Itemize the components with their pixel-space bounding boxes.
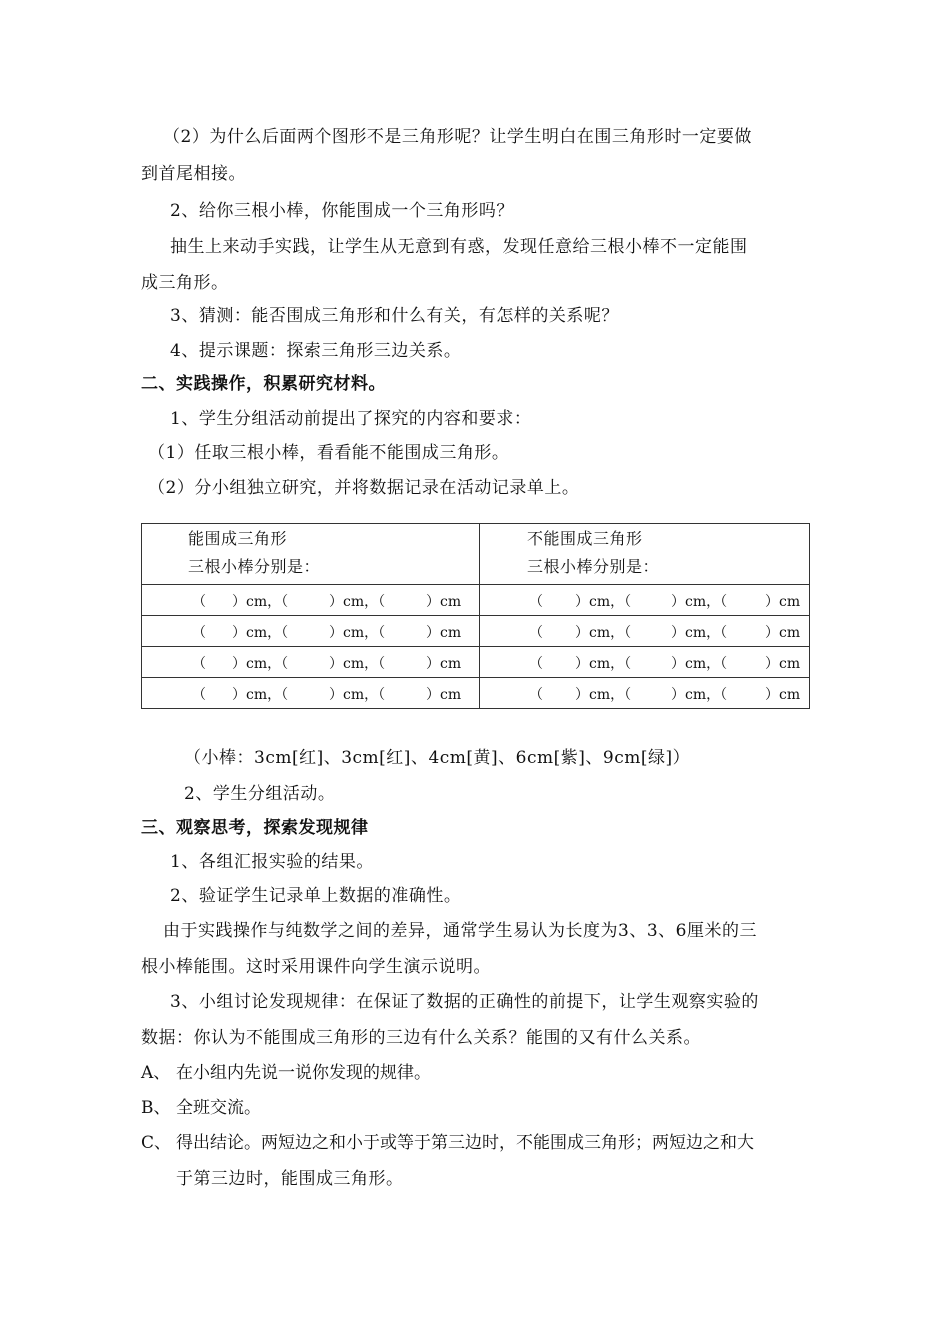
paragraph-line: 抽生上来动手实践，让学生从无意到有惑，发现任意给三根小棒不一定能围 bbox=[170, 237, 748, 257]
paragraph-line: 1、学生分组活动前提出了探究的内容和要求： bbox=[170, 409, 532, 429]
cell-text: ）cm bbox=[426, 687, 462, 703]
paragraph-line: 根小棒能围。这时采用课件向学生演示说明。 bbox=[141, 957, 491, 977]
cell-text: ）cm bbox=[426, 594, 462, 610]
table-header-row bbox=[142, 524, 810, 585]
cell-text: ）cm，（ bbox=[232, 625, 289, 641]
table-row bbox=[142, 616, 810, 647]
cell-text: ）cm，（ bbox=[329, 687, 386, 703]
cell-text: ）cm bbox=[765, 625, 801, 641]
header-title: 能围成三角形 bbox=[188, 529, 288, 548]
cell-text: ）cm，（ bbox=[575, 625, 632, 641]
paragraph-line: 3、猜测：能否围成三角形和什么有关，有怎样的关系呢？ bbox=[170, 306, 619, 326]
cell-text: （ bbox=[529, 625, 543, 641]
cell-text: ）cm bbox=[426, 625, 462, 641]
blank-entry-cell[interactable] bbox=[142, 678, 480, 709]
blank-entry-cell[interactable] bbox=[480, 585, 810, 616]
cell-text: ）cm，（ bbox=[671, 687, 728, 703]
header-title: 不能围成三角形 bbox=[527, 529, 643, 548]
cell-text: ）cm bbox=[765, 656, 801, 672]
paragraph-line: 3、小组讨论发现规律：在保证了数据的正确性的前提下，让学生观察实验的 bbox=[170, 992, 759, 1012]
list-marker: A、 bbox=[141, 1063, 171, 1083]
activity-record-table bbox=[141, 523, 810, 709]
table-header-cell bbox=[142, 524, 480, 585]
paragraph-line: （1）任取三根小棒，看看能不能围成三角形。 bbox=[148, 443, 510, 463]
list-marker: B、 bbox=[141, 1098, 171, 1118]
cell-text: ）cm，（ bbox=[671, 625, 728, 641]
cell-text: （ bbox=[192, 625, 206, 641]
cell-text: ）cm bbox=[765, 594, 801, 610]
header-subtitle: 三根小棒分别是： bbox=[188, 557, 321, 576]
cell-text: ）cm，（ bbox=[232, 594, 289, 610]
table-row bbox=[142, 678, 810, 709]
cell-text: （ bbox=[529, 594, 543, 610]
list-text: 在小组内先说一说你发现的规律。 bbox=[176, 1063, 431, 1083]
paragraph-line: 2、验证学生记录单上数据的准确性。 bbox=[170, 886, 462, 906]
blank-entry-cell[interactable] bbox=[142, 647, 480, 678]
cell-text: ）cm，（ bbox=[575, 594, 632, 610]
table-row bbox=[142, 585, 810, 616]
list-item bbox=[141, 1132, 821, 1154]
paragraph-line: 由于实践操作与纯数学之间的差异，通常学生易认为长度为3、3、6厘米的三 bbox=[163, 921, 757, 941]
cell-text: ）cm，（ bbox=[232, 656, 289, 672]
paragraph-line: 1、各组汇报实验的结果。 bbox=[170, 852, 374, 872]
paragraph-line: （2）分小组独立研究，并将数据记录在活动记录单上。 bbox=[148, 478, 580, 498]
blank-entry-cell[interactable] bbox=[142, 616, 480, 647]
list-marker: C、 bbox=[141, 1133, 172, 1153]
paragraph-line: （小棒：3cm[红]、3cm[红]、4cm[黄]、6cm[紫]、9cm[绿]） bbox=[184, 748, 691, 768]
cell-text: ）cm bbox=[426, 656, 462, 672]
paragraph-line: （2）为什么后面两个图形不是三角形呢？让学生明白在围三角形时一定要做 bbox=[163, 127, 752, 147]
table-header-cell bbox=[480, 524, 810, 585]
list-item bbox=[141, 1097, 821, 1119]
paragraph-line: 成三角形。 bbox=[141, 273, 229, 293]
cell-text: ）cm，（ bbox=[671, 594, 728, 610]
cell-text: （ bbox=[529, 687, 543, 703]
paragraph-line: 2、给你三根小棒，你能围成一个三角形吗？ bbox=[170, 201, 514, 221]
paragraph-line: 2、学生分组活动。 bbox=[184, 784, 336, 804]
blank-entry-cell[interactable] bbox=[480, 647, 810, 678]
section-heading: 二、实践操作，积累研究材料。 bbox=[141, 374, 386, 394]
table-row bbox=[142, 647, 810, 678]
blank-entry-cell[interactable] bbox=[480, 678, 810, 709]
cell-text: （ bbox=[529, 656, 543, 672]
cell-text: ）cm，（ bbox=[232, 687, 289, 703]
paragraph-line: 到首尾相接。 bbox=[141, 164, 246, 184]
cell-text: （ bbox=[192, 594, 206, 610]
paragraph-line: 4、提示课题：探索三角形三边关系。 bbox=[170, 341, 462, 361]
cell-text: ）cm，（ bbox=[329, 594, 386, 610]
list-item bbox=[141, 1062, 821, 1084]
section-heading: 三、观察思考，探索发现规律 bbox=[141, 818, 369, 838]
cell-text: ）cm，（ bbox=[671, 656, 728, 672]
cell-text: （ bbox=[192, 656, 206, 672]
list-text: 全班交流。 bbox=[176, 1098, 261, 1118]
cell-text: ）cm，（ bbox=[575, 687, 632, 703]
cell-text: ）cm，（ bbox=[329, 656, 386, 672]
cell-text: （ bbox=[192, 687, 206, 703]
header-subtitle: 三根小棒分别是： bbox=[527, 557, 660, 576]
cell-text: ）cm bbox=[765, 687, 801, 703]
list-text: 得出结论。两短边之和小于或等于第三边时，不能围成三角形；两短边之和大 bbox=[176, 1133, 754, 1153]
cell-text: ）cm，（ bbox=[575, 656, 632, 672]
blank-entry-cell[interactable] bbox=[480, 616, 810, 647]
cell-text: ）cm，（ bbox=[329, 625, 386, 641]
list-text-continued: 于第三边时，能围成三角形。 bbox=[176, 1169, 404, 1189]
blank-entry-cell[interactable] bbox=[142, 585, 480, 616]
paragraph-line: 数据：你认为不能围成三角形的三边有什么关系？能围的又有什么关系。 bbox=[141, 1028, 701, 1048]
